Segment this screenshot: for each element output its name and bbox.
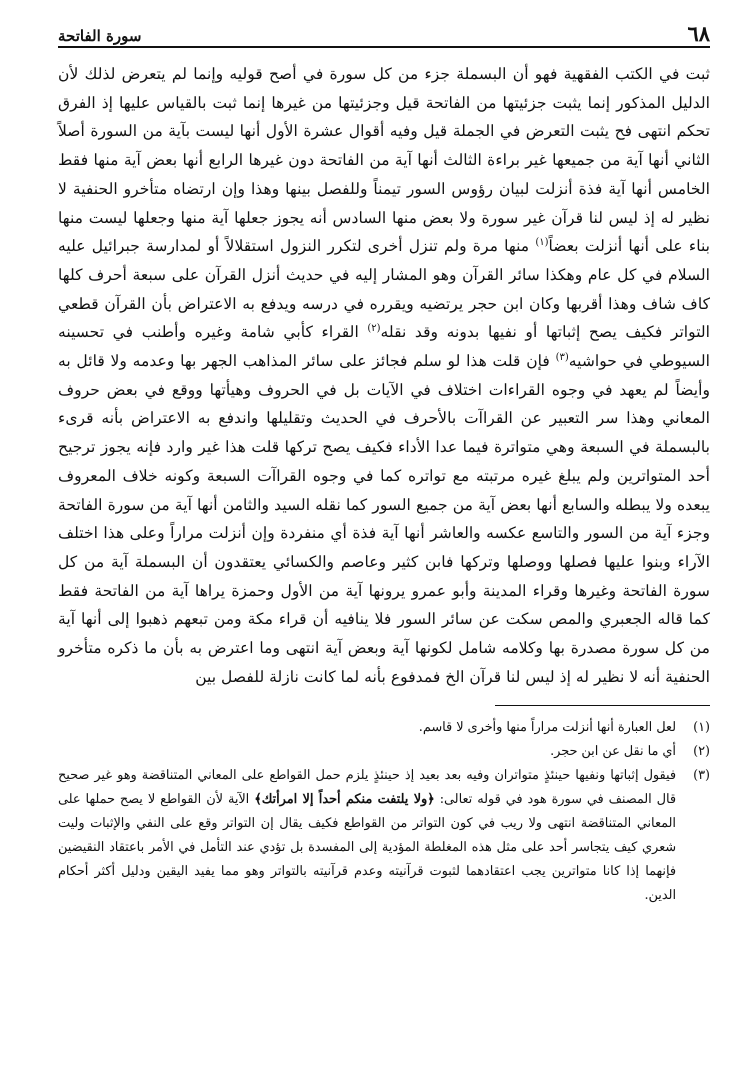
running-header — [58, 22, 710, 48]
footnote-text: لعل العبارة أنها أنزلت مراراً منها وأخرى لا قاسم. — [418, 720, 676, 736]
footnote-text: أي ما نقل عن ابن حجر. — [550, 744, 676, 760]
surah-title: سورة الفاتحة — [58, 29, 147, 44]
footnote-2 — [58, 740, 710, 764]
footnotes-section — [58, 716, 710, 908]
footnote-number: (١) — [693, 720, 710, 736]
footnote-marker-1[interactable]: (١) — [535, 237, 549, 249]
footnote-marker-2[interactable]: (٢) — [367, 323, 381, 335]
footnote-text — [58, 764, 676, 908]
page-number: ٦٨ — [681, 23, 710, 44]
footnote-number: (٢) — [693, 744, 710, 760]
body-text-part-3: القراء كأبي شامة وغيره وأطنب في تحسينه السيوطي في حواشيه — [58, 323, 710, 371]
main-body-text — [58, 60, 710, 691]
footnote-3 — [58, 764, 710, 908]
body-text-part-4: فإن قلت هذا لو سلم فجائز على سائر المذاهب الجهر بها وعدمه ولا قائل به وأيضاً لم يعهد في وجوه القراءات اختلاف في الآيات بل في الحروف وهيأتها ووقع في بعض حروف المعاني وهذا سر التعبير عن القراآت بالأحرف في الحديث وتقليلها واندفع به الاعتراض بأنه قرىء بالبسملة في السبعة وهي متواترة فيما عدا الأداء فكيف يصح تركها قلت هذا غير وارد فإنه يجوز ترجيح أحد المتواترين ولم يبلغ غيره مرتبته مع تواتره كما في وجوه القراآت السبعة وكونه خلاف المعروف يبعده ولا يبطله والسابع أنها بعض آية من جميع السور كما نقله السيد والثامن أنها آية من سورة الفاتحة وجزء آية من السور والتاسع عكسه والعاشر أنها آية فذة أي منفردة وإن أنزلت مراراً وعلى هذا اختلف الآراء وبنوا عليها فصلها ووصلها وتركها فابن كثير وعاصم والكسائي يعتقدون أن البسملة آية من كل سورة الفاتحة وغيرها وقراء المدينة وأبو عمرو يرونها آية من الأول وحمزة يراها آية من الفاتحة فقط كما قاله الجعبري والمص سكت عن سائر السور فلا ينافيه أن قراء مكة ومن تبعهم ذهبوا إلى أنها آية من كل سورة مصدرة بها وكلامه شامل لكونها آية وبعض آية انتهى وما اعترض به بأن ما ذكره متأخرو الحنفية أنه لا نظير له إذ ليس لنا قرآن الخ فمدفوع بأنه لما كانت نازلة للفصل بين — [58, 352, 710, 686]
footnote-separator — [495, 705, 710, 706]
book-page — [58, 22, 710, 1072]
footnote-marker-3[interactable]: (٣) — [555, 351, 569, 363]
body-text-part-1: ثبت في الكتب الفقهية فهو أن البسملة جزء من كل سورة في أصح قوليه وإنما لم يتعرض لذلك لأن الدليل المذكور إنما يثبت جزئيتها من الفاتحة قيل وجزئيتها من غيرها إنما ثبت بالقياس عليها إذ الفرق تحكم انتهى فح يثبت التعرض في الجملة قيل وفيه أقوال عشرة الأول أنها ليست بآية من السورة أصلاً الثاني أنها آية من جميعها غير براءة الثالث أنها آية من الفاتحة دون غيرها الرابع أنها بعض آية منها فقط الخامس أنها آية فذة أنزلت لبيان رؤوس السور تيمناً وللفصل بينها وهذا وإن ارتضاه متأخرو الحنفية لا نظير له إذ ليس لنا قرآن غير سورة ولا بعض منها السادس أنه يجوز جعلها آية منها وجعلها ليست منها بناء على أنها أنزلت بعضاً — [58, 65, 710, 256]
body-text-part-2: منها مرة ولم تنزل أخرى لتكرر النزول استقلالاً أو لمدارسة جبرائيل عليه السلام في كل عام وهكذا سائر القرآن وهو المشار إليه في حديث أنزل القرآن على سبعة أحرف كلها كاف شاف وهذا أقربها وكان ابن حجر يرتضيه ويقرره في درسه ويدفع به الاعتراض بأن القرآن قطعي التواتر فكيف يصح إثباتها أو نفيها بدونه وقد نقله — [58, 237, 710, 342]
footnote-text-before-quote: فيقول إثباتها ونفيها حينئذٍ متواتران وفيه بعد بعيد إذ حينئذٍ يلزم حمل القواطع على المعاني المتناقضة وهو غير صحيح قال المصنف في سورة هود في قوله تعالى: — [58, 768, 676, 808]
footnote-text-after-quote: الآية لأن القواطع لا يصح حملها على المعاني المتناقضة انتهى ولا ريب في كون التواتر من القواطع فكيف يقال إن التواتر وقع على النفي والإثبات وليت شعري كيف يتجاسر أحد على مثل هذه المغلطة المؤدية إلى المفسدة بل تؤدي عند التأمل في الأمر باعتقاد النقيضين فإنهما إذا كانا متواترين يجب اعتقادهما لثبوت قرآنيته وعدم قرآنيته بالتواتر وهو مما يفيد اليقين ودليل أكثر أحكام الدين. — [58, 792, 676, 904]
footnote-number: (٣) — [693, 768, 710, 784]
footnote-1 — [58, 716, 710, 740]
quran-quote: ﴿ولا يلتفت منكم أحداً إلا امرأتك﴾ — [254, 792, 435, 808]
